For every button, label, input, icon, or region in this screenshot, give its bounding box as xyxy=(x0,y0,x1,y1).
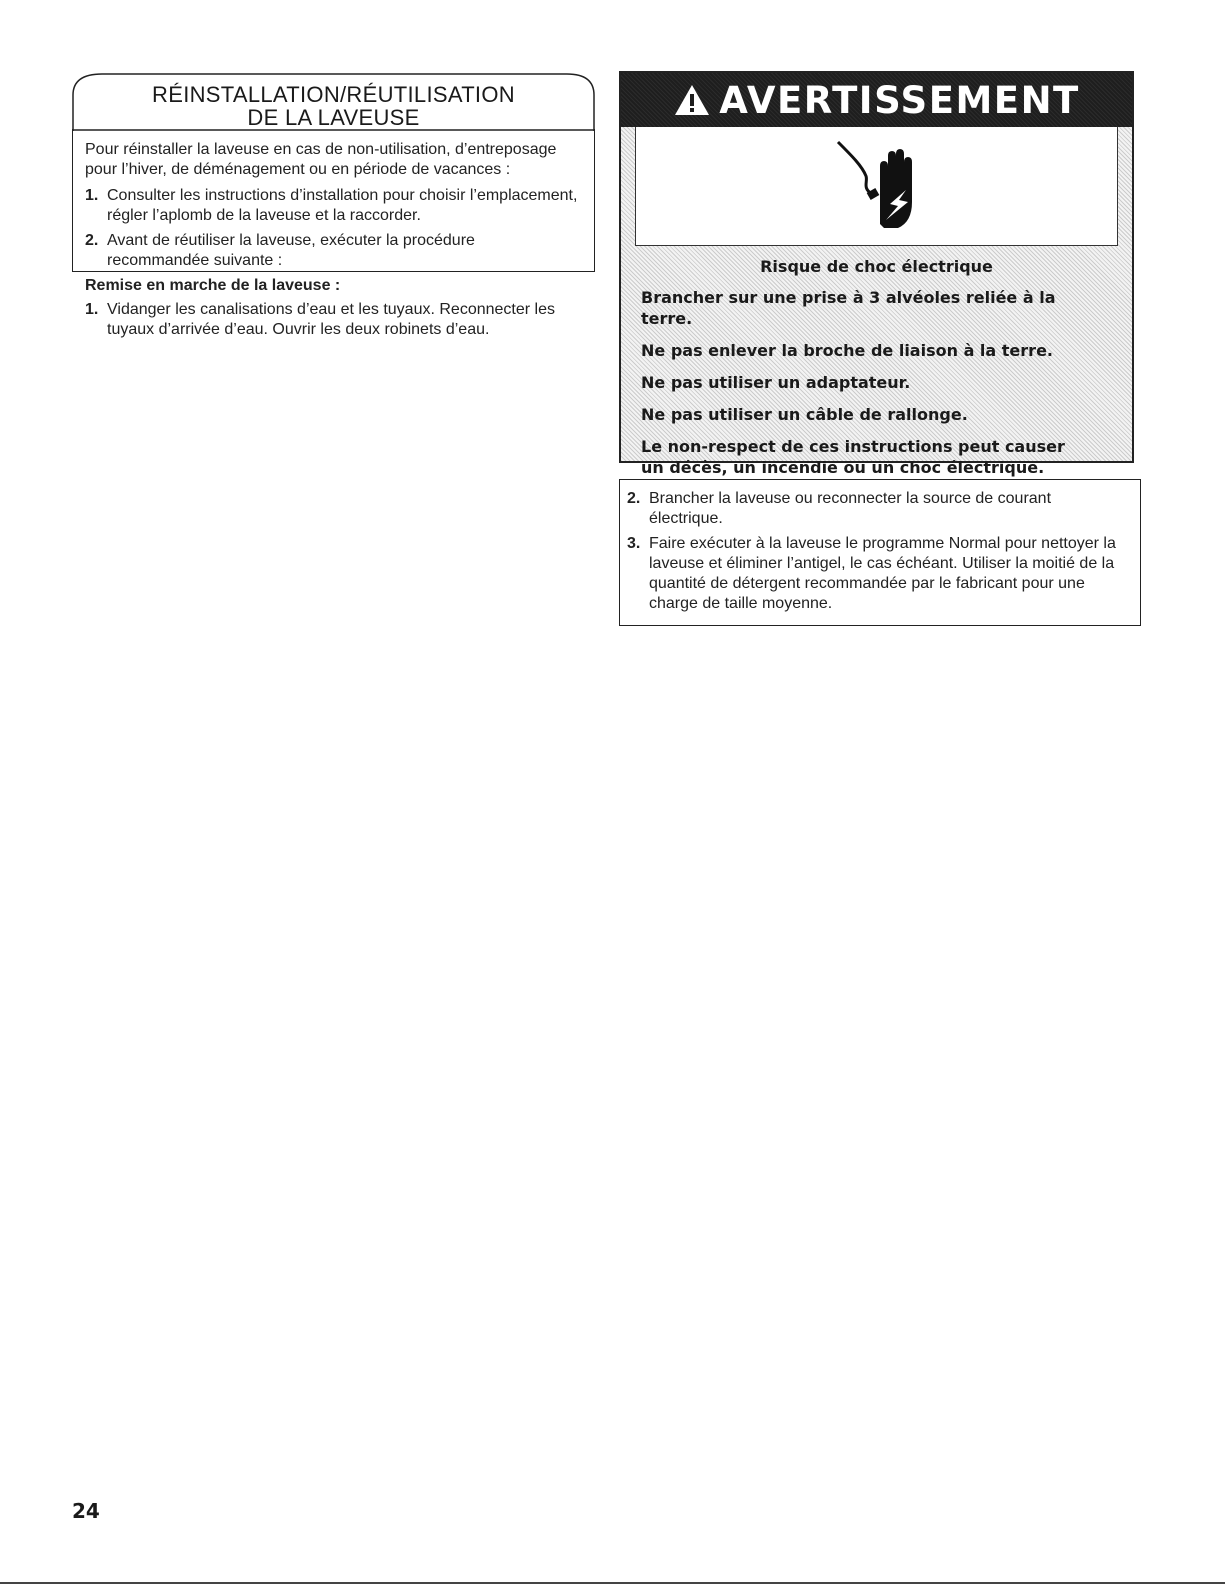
warning-line-adapter: Ne pas utiliser un adaptateur. xyxy=(641,373,911,392)
step-number: 3. xyxy=(627,535,641,552)
section-intro: Pour réinstaller la laveuse en cas de non-utilisation, d’entreposage pour l’hiver, de déménagement ou en période de vacances : xyxy=(85,141,557,178)
warning-consequence-line2: un décès, un incendie ou un choc électrique. xyxy=(641,458,1045,477)
step-number: 2. xyxy=(627,490,641,507)
steps-list xyxy=(85,186,580,271)
warning-box xyxy=(619,71,1134,477)
section-title-line2: DE LA LAVEUSE xyxy=(247,105,420,130)
step-number: 2. xyxy=(85,232,99,249)
warning-consequence xyxy=(641,436,1112,478)
step-number: 1. xyxy=(85,301,99,318)
warning-risk: Risque de choc électrique xyxy=(760,257,993,276)
bottom-rule xyxy=(0,1582,1225,1584)
continued-steps-box xyxy=(619,479,1141,626)
substeps-list xyxy=(85,300,580,340)
continued-steps-list xyxy=(627,489,1128,614)
electric-shock-hand-icon xyxy=(832,136,922,236)
warning-line-extension: Ne pas utiliser un câble de rallonge. xyxy=(641,405,968,424)
list-item xyxy=(627,489,1128,529)
list-item xyxy=(627,534,1128,614)
step-text: Faire exécuter à la laveuse le programme Normal pour nettoyer la laveuse et éliminer l’antigel, le cas échéant. Utiliser la moitié de la quantité de détergent recommandée par le fabricant pour une charge de taille moyenne. xyxy=(649,535,1116,612)
section-title-line1: RÉINSTALLATION/RÉUTILISATION xyxy=(152,82,515,107)
page-number: 24 xyxy=(72,1499,100,1523)
step-text: Avant de réutiliser la laveuse, exécuter la procédure recommandée suivante : xyxy=(107,232,475,269)
shock-symbol-panel xyxy=(635,127,1118,246)
section-body xyxy=(72,129,595,338)
restart-subheading: Remise en marche de la laveuse : xyxy=(85,277,341,294)
list-item xyxy=(85,231,580,271)
warning-header xyxy=(621,73,1132,127)
step-text: Consulter les instructions d’installation pour choisir l’emplacement, régler l’aplomb de la laveuse et la raccorder. xyxy=(107,187,578,224)
warning-text xyxy=(621,246,1132,478)
warning-consequence-line1: Le non-respect de ces instructions peut causer xyxy=(641,437,1065,456)
step-text: Vidanger les canalisations d’eau et les tuyaux. Reconnecter les tuyaux d’arrivée d’eau. Ouvrir les deux robinets d’eau. xyxy=(107,301,555,338)
list-item xyxy=(85,300,580,340)
section-title xyxy=(72,73,595,129)
reinstall-section xyxy=(72,73,595,338)
warning-line-ground: Brancher sur une prise à 3 alvéoles reliée à la terre. xyxy=(641,288,1056,328)
list-item xyxy=(85,186,580,226)
step-text: Brancher la laveuse ou reconnecter la source de courant électrique. xyxy=(649,490,1052,527)
warning-triangle-icon xyxy=(673,83,711,117)
warning-title: AVERTISSEMENT xyxy=(719,78,1080,122)
step-number: 1. xyxy=(85,187,99,204)
warning-line-pin: Ne pas enlever la broche de liaison à la terre. xyxy=(641,341,1053,360)
